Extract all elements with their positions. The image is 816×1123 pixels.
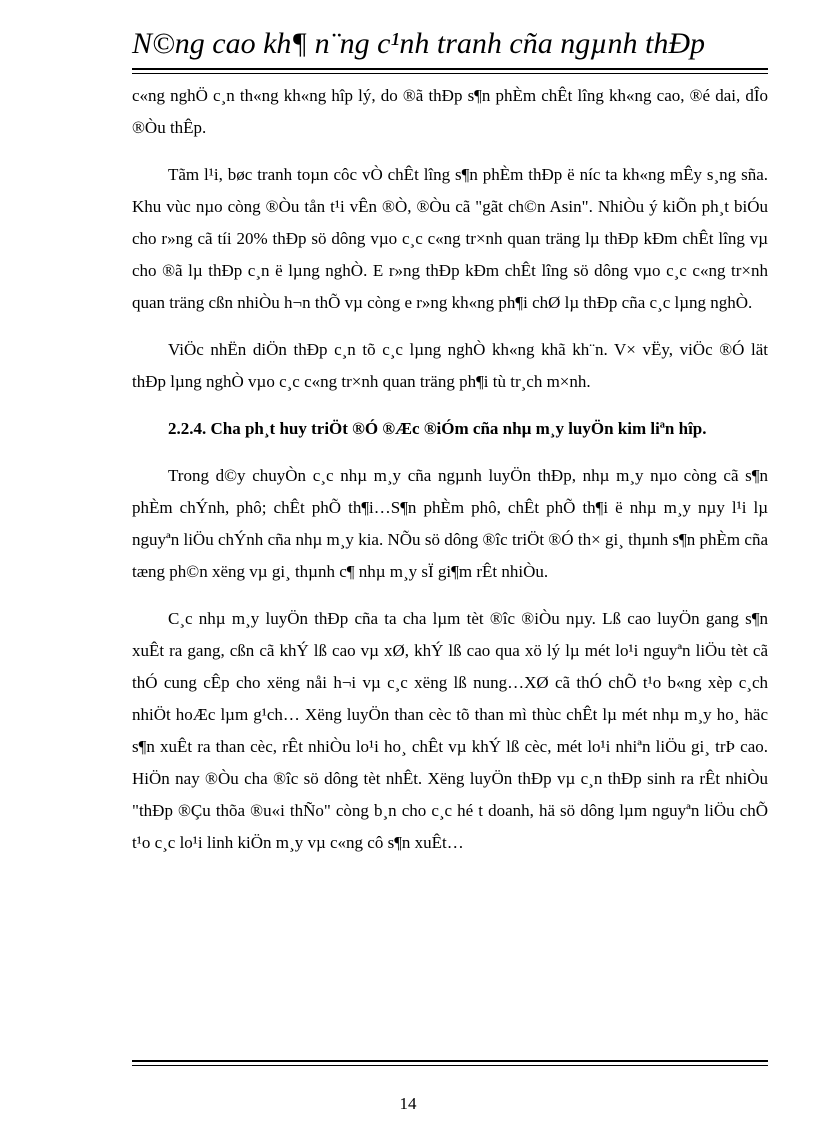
header-rule-bottom (132, 73, 768, 74)
header-rule-top (132, 68, 768, 70)
paragraph-2: Tãm l¹i, bøc tranh toµn côc vÒ chÊt lîng s¶n phÈm thÐp ë níc ta kh«ng mÊy s¸ng sña. Khu vùc nµo còng ®Òu tån t¹i vÊn ®Ò, ®Òu cã "gãt ch©n Asin". NhiÒu ý kiÕn ph¸t biÓu cho r»ng cã tíi 20% thÐp sö dông vµo c¸c c«ng tr×nh quan träng lµ thÐp kÐm chÊt lîng vµ cho ®ã lµ thÐp c¸n ë lµng nghÒ. E r»ng thÐp kÐm chÊt lîng sö dông vµo c¸c c«ng tr×nh quan träng cßn nhiÒu h¬n thÕ vµ còng e r»ng kh«ng ph¶i chØ lµ thÐp cña c¸c lµng nghÒ. (132, 165, 768, 312)
running-header-title: N©ng cao kh¶ n¨ng c¹nh tranh cña ngµnh thÐp (132, 27, 706, 60)
page-number: 14 (399, 1094, 417, 1113)
section-heading: 2.2.4. Cha ph¸t huy triÖt ®Ó ®Æc ®iÓm cña nhµ m¸y luyÖn kim liªn hîp. (168, 419, 707, 438)
footer-rule-bottom (132, 1065, 768, 1066)
paragraph-4: Trong d©y chuyÒn c¸c nhµ m¸y cña ngµnh luyÖn thÐp, nhµ m¸y nµo còng cã s¶n phÈm chÝnh, phô; chÊt phÕ th¶i…S¶n phÈm phô, chÊt phÕ th¶i ë nhµ m¸y nµy l¹i lµ nguyªn liÖu chÝnh cña nhµ m¸y kia. NÕu sö dông ®îc triÖt ®Ó th× gi¸ thµnh s¶n phÈm cña tæng ph©n xëng vµ gi¸ thµnh c¶ nhµ m¸y sÏ gi¶m rÊt nhiÒu. (132, 466, 768, 581)
paragraph-1: c«ng nghÖ c¸n th«ng kh«ng hîp lý, do ®ã thÐp s¶n phÈm chÊt lîng kh«ng cao, ®é dai, dÎo ®Òu thÊp. (132, 86, 768, 137)
footer-rule-top (132, 1060, 768, 1062)
paragraph-3: ViÖc nhËn diÖn thÐp c¸n tõ c¸c lµng nghÒ kh«ng khã kh¨n. V× vËy, viÖc ®Ó lät thÐp lµng nghÒ vµo c¸c c«ng tr×nh quan träng ph¶i tù tr¸ch m×nh. (132, 340, 768, 391)
page-body (132, 80, 768, 874)
paragraph-5: C¸c nhµ m¸y luyÖn thÐp cña ta cha lµm tèt ®îc ®iÒu nµy. Lß cao luyÖn gang s¶n xuÊt ra gang, cßn cã khÝ lß cao vµ xØ, khÝ lß cao qua xö lý lµ mét lo¹i nguyªn liÖu tèt cã thÓ cung cÊp cho xëng nåi h¬i vµ c¸c xëng lß nung…XØ cã thÓ chÕ t¹o b«ng xèp c¸ch nhiÖt hoÆc lµm g¹ch… Xëng luyÖn than cèc tõ than mì thùc chÊt lµ mét nhµ m¸y ho¸ häc s¶n xuÊt ra than cèc, rÊt nhiÒu lo¹i ho¸ chÊt vµ khÝ lß cèc, mét lo¹i nhiªn liÖu gi¸ trÞ cao. HiÖn nay ®Òu cha ®îc sö dông tèt nhÊt. Xëng luyÖn thÐp vµ c¸n thÐp sinh ra rÊt nhiÒu "thÐp ®Çu thõa ®u«i thÑo" còng b¸n cho c¸c hé t doanh, hä sö dông lµm nguyªn liÖu chÕ t¹o c¸c lo¹i linh kiÖn m¸y vµ c«ng cô s¶n xuÊt… (132, 609, 768, 852)
